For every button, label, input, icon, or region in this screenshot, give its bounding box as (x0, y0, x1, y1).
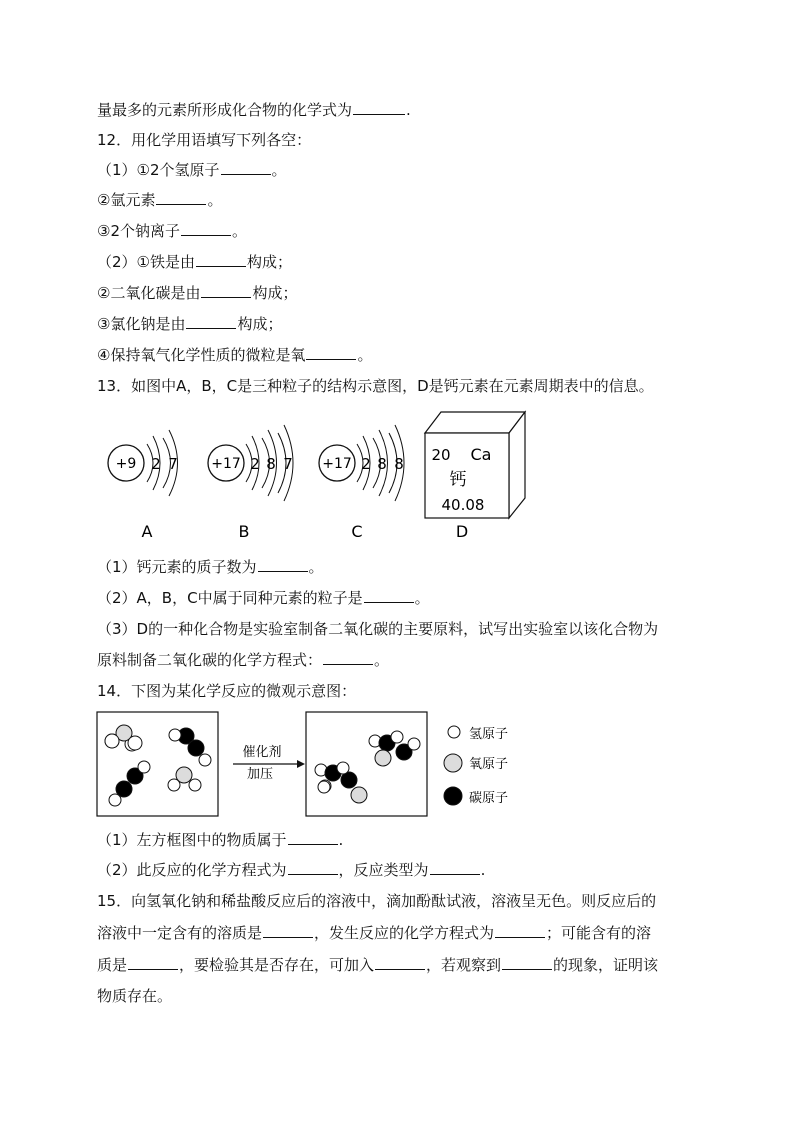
q13-sub-3-line-1: （3）D的一种化合物是实验室制备二氧化碳的主要原料，试写出实验室以该化合物为 (97, 620, 659, 638)
answer-blank (263, 923, 313, 938)
answer-blank (288, 830, 338, 845)
arrow-head-icon (297, 760, 305, 768)
q12-line-4: （2）①铁是由 构成； (97, 253, 293, 271)
answer-blank (502, 955, 552, 970)
atom-b-shell-3: 7 (283, 455, 293, 473)
answer-blank (288, 860, 338, 875)
atom-a-shell-2: 7 (168, 455, 178, 473)
legend-oxygen-label: 氧原子 (469, 757, 509, 772)
answer-blank (430, 860, 480, 875)
q15-line-3: 质是 ，要检验其是否存在，可加入 ，若观察到 的现象，证明该 (97, 956, 659, 974)
q13-sub-1: （1）钙元素的质子数为 。 (97, 558, 324, 576)
q14-sub-2: （2）此反应的化学方程式为 ，反应类型为 . (97, 861, 486, 879)
hydrogen-atom (128, 736, 142, 750)
products-box (306, 712, 427, 816)
q15-line-2: 溶液中一定含有的溶质是 ，发生反应的化学方程式为 ；可能含有的溶 (97, 924, 652, 942)
atom-a-nucleus-charge: +9 (115, 456, 137, 472)
legend-carbon-label: 碳原子 (469, 791, 509, 806)
q12-line-2: ②氩元素 。 (97, 191, 223, 209)
oxygen-atom (375, 750, 391, 766)
answer-blank (181, 221, 231, 236)
answer-blank (196, 252, 246, 267)
atom-b-shell-2: 8 (266, 455, 276, 473)
answer-blank (221, 160, 271, 175)
atom-c-shell-1: 2 (361, 455, 371, 473)
q12-line-3: ③2个钠离子 。 (97, 222, 248, 240)
q15-line-4: 物质存在。 (97, 987, 173, 1005)
q13-sub-2: （2）A，B，C中属于同种元素的粒子是 。 (97, 589, 430, 607)
answer-blank (186, 314, 236, 329)
q14-sub-1: （1）左方框图中的物质属于 . (97, 831, 344, 849)
atom-a-diagram (108, 430, 178, 541)
atom-a-shell-1: 2 (151, 455, 161, 473)
q13-title: 13．如图中A，B，C是三种粒子的结构示意图，D是钙元素在元素周期表中的信息。 (97, 377, 654, 395)
answer-blank (375, 955, 425, 970)
atom-c-nucleus-charge: +17 (322, 456, 352, 472)
reaction-micro-diagram (95, 708, 515, 820)
hydrogen-atom (199, 754, 211, 766)
answer-blank (323, 650, 373, 665)
element-label: D (455, 522, 469, 541)
answer-blank (156, 190, 206, 205)
hydrogen-atom (105, 734, 119, 748)
q11-tail: 量最多的元素所形成化合物的化学式为 . (97, 101, 411, 119)
hydrogen-atom (408, 738, 420, 750)
element-card-top (425, 412, 525, 433)
element-name: 钙 (449, 470, 467, 490)
legend-oxygen-icon (444, 754, 462, 772)
answer-blank (128, 955, 178, 970)
atom-structure-diagram (95, 405, 545, 545)
element-atomic-number: 20 (431, 446, 451, 464)
oxygen-atom (351, 787, 367, 803)
legend-carbon-icon (444, 787, 462, 805)
q12-line-7: ④保持氧气化学性质的微粒是氧 。 (97, 346, 373, 364)
answer-blank (353, 100, 405, 115)
q14-title: 14．下图为某化学反应的微观示意图： (97, 682, 357, 700)
q15-line-1: 15．向氢氧化钠和稀盐酸反应后的溶液中，滴加酚酞试液，溶液呈无色。则反应后的 (97, 892, 657, 910)
q12-title: 12．用化学用语填写下列各空： (97, 131, 312, 149)
hydrogen-atom (391, 731, 403, 743)
atom-c-label: C (351, 522, 363, 541)
atom-c-shell-2: 8 (377, 455, 387, 473)
answer-blank (495, 923, 545, 938)
reaction-catalyst-label: 催化剂 (242, 745, 282, 760)
hydrogen-atom (189, 779, 201, 791)
element-card-calcium (425, 412, 525, 541)
atom-c-diagram (319, 425, 404, 541)
legend-hydrogen-label: 氢原子 (469, 727, 509, 742)
hydrogen-atom (168, 779, 180, 791)
answer-blank (306, 345, 356, 360)
q12-line-5: ②二氧化碳是由 构成； (97, 284, 298, 302)
atom-b-diagram (208, 425, 293, 541)
carbon-atom (188, 740, 204, 756)
q12-line-6: ③氯化钠是由 构成； (97, 315, 283, 333)
hydrogen-atom (109, 794, 121, 806)
atom-b-nucleus-charge: +17 (211, 456, 241, 472)
q13-sub-3-line-2: 原料制备二氧化碳的化学方程式： 。 (97, 651, 390, 669)
element-symbol: Ca (470, 445, 492, 464)
element-atomic-mass: 40.08 (441, 496, 485, 514)
legend-hydrogen-icon (448, 726, 460, 738)
q12-line-1: （1）①2个氢原子 。 (97, 161, 287, 179)
answer-blank (258, 557, 308, 572)
answer-blank (364, 588, 414, 603)
reaction-pressure-label: 加压 (246, 767, 274, 782)
answer-blank (201, 283, 251, 298)
atom-a-label: A (141, 522, 153, 541)
hydrogen-atom (169, 729, 181, 741)
atom-b-label: B (238, 522, 250, 541)
atom-b-shell-1: 2 (250, 455, 260, 473)
atom-c-shell-3: 8 (394, 455, 404, 473)
hydrogen-atom (337, 762, 349, 774)
hydrogen-atom (138, 761, 150, 773)
hydrogen-atom (318, 781, 330, 793)
